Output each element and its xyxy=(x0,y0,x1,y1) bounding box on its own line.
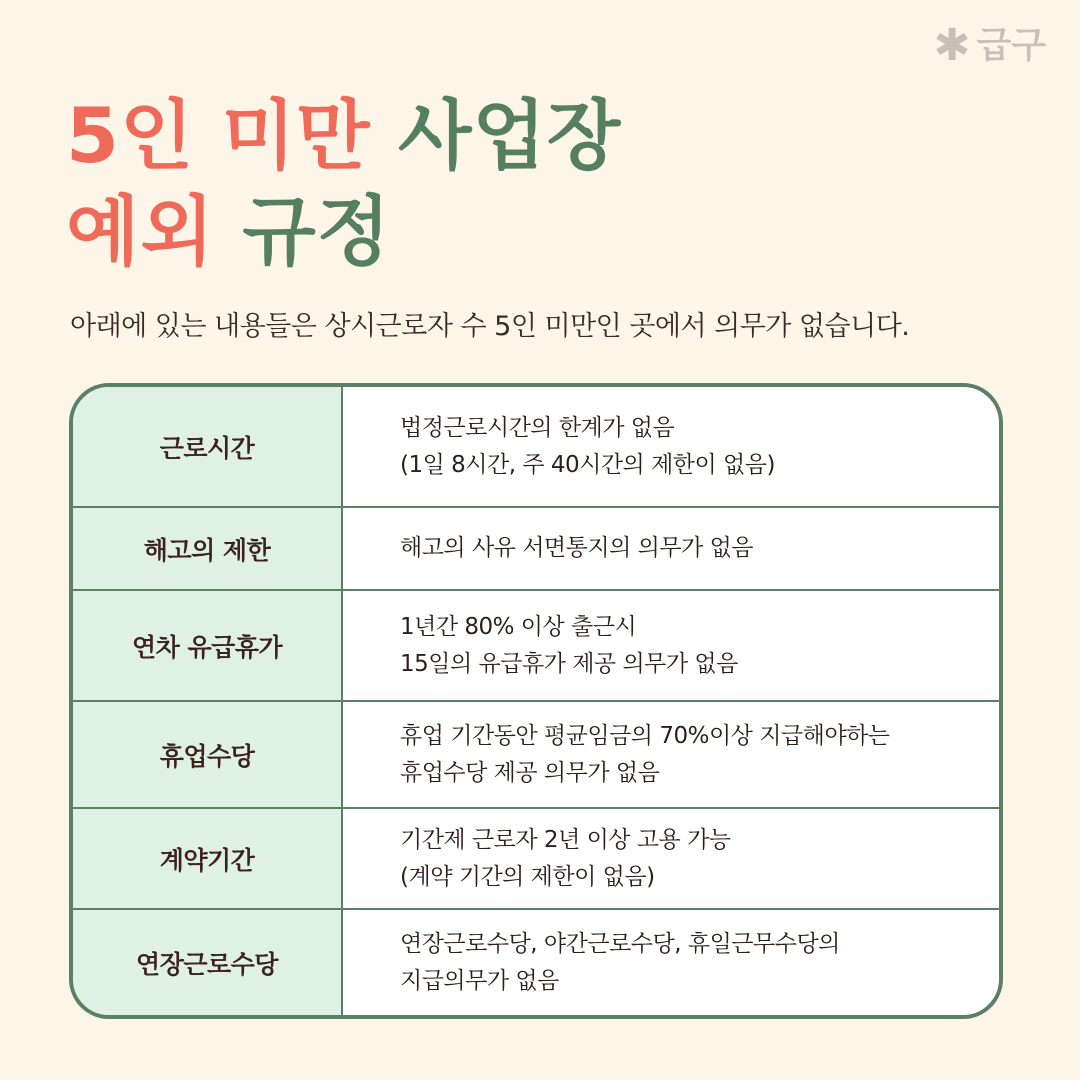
description-line: 지급의무가 없음 xyxy=(400,967,559,994)
description-line: 해고의 사유 서면통지의 의무가 없음 xyxy=(400,535,754,561)
row-label: 근로시간 xyxy=(73,387,343,506)
description-line: 기간제 근로자 2년 이상 고용 가능 xyxy=(400,826,731,853)
table-row xyxy=(73,387,999,508)
title-line2-highlight: 예외 xyxy=(66,187,215,276)
table-row xyxy=(73,910,999,1015)
description-line: 15일의 유급휴가 제공 의무가 없음 xyxy=(400,650,738,677)
brand-logo xyxy=(933,20,1046,71)
title-line1-highlight: 5인 미만 xyxy=(66,91,371,180)
row-label: 연장근로수당 xyxy=(73,910,343,1015)
brand-label: 급구 xyxy=(976,25,1046,66)
row-description xyxy=(343,702,999,807)
row-description xyxy=(343,508,999,589)
description-line: 1년간 80% 이상 출근시 xyxy=(400,613,637,640)
description-line: 법정근로시간의 한계가 없음 xyxy=(400,414,675,441)
asterisk-icon: ✱ xyxy=(933,20,971,71)
description-line: 연장근로수당, 야간근로수당, 휴일근무수당의 xyxy=(400,930,840,957)
exceptions-table xyxy=(69,383,1003,1019)
description-line: (계약 기간의 제한이 없음) xyxy=(400,863,655,890)
table-row xyxy=(73,809,999,910)
row-label: 계약기간 xyxy=(73,809,343,908)
title-line2-text: 규정 xyxy=(242,187,392,276)
row-description xyxy=(343,910,999,1015)
description-line: (1일 8시간, 주 40시간의 제한이 없음) xyxy=(400,451,775,478)
row-description xyxy=(343,809,999,908)
description-line: 휴업 기간동안 평균임금의 70%이상 지급해야하는 xyxy=(400,722,890,749)
row-label: 연차 유급휴가 xyxy=(73,591,343,700)
row-label: 해고의 제한 xyxy=(73,508,343,589)
title-line1-text: 사업장 xyxy=(398,91,622,180)
table-row xyxy=(73,508,999,591)
page-title xyxy=(66,88,621,280)
table-row xyxy=(73,591,999,702)
row-label: 휴업수당 xyxy=(73,702,343,807)
row-description xyxy=(343,591,999,700)
row-description xyxy=(343,387,999,506)
page-subtitle: 아래에 있는 내용들은 상시근로자 수 5인 미만인 곳에서 의무가 없습니다. xyxy=(70,311,910,342)
description-line: 휴업수당 제공 의무가 없음 xyxy=(400,759,660,786)
table-row xyxy=(73,702,999,809)
